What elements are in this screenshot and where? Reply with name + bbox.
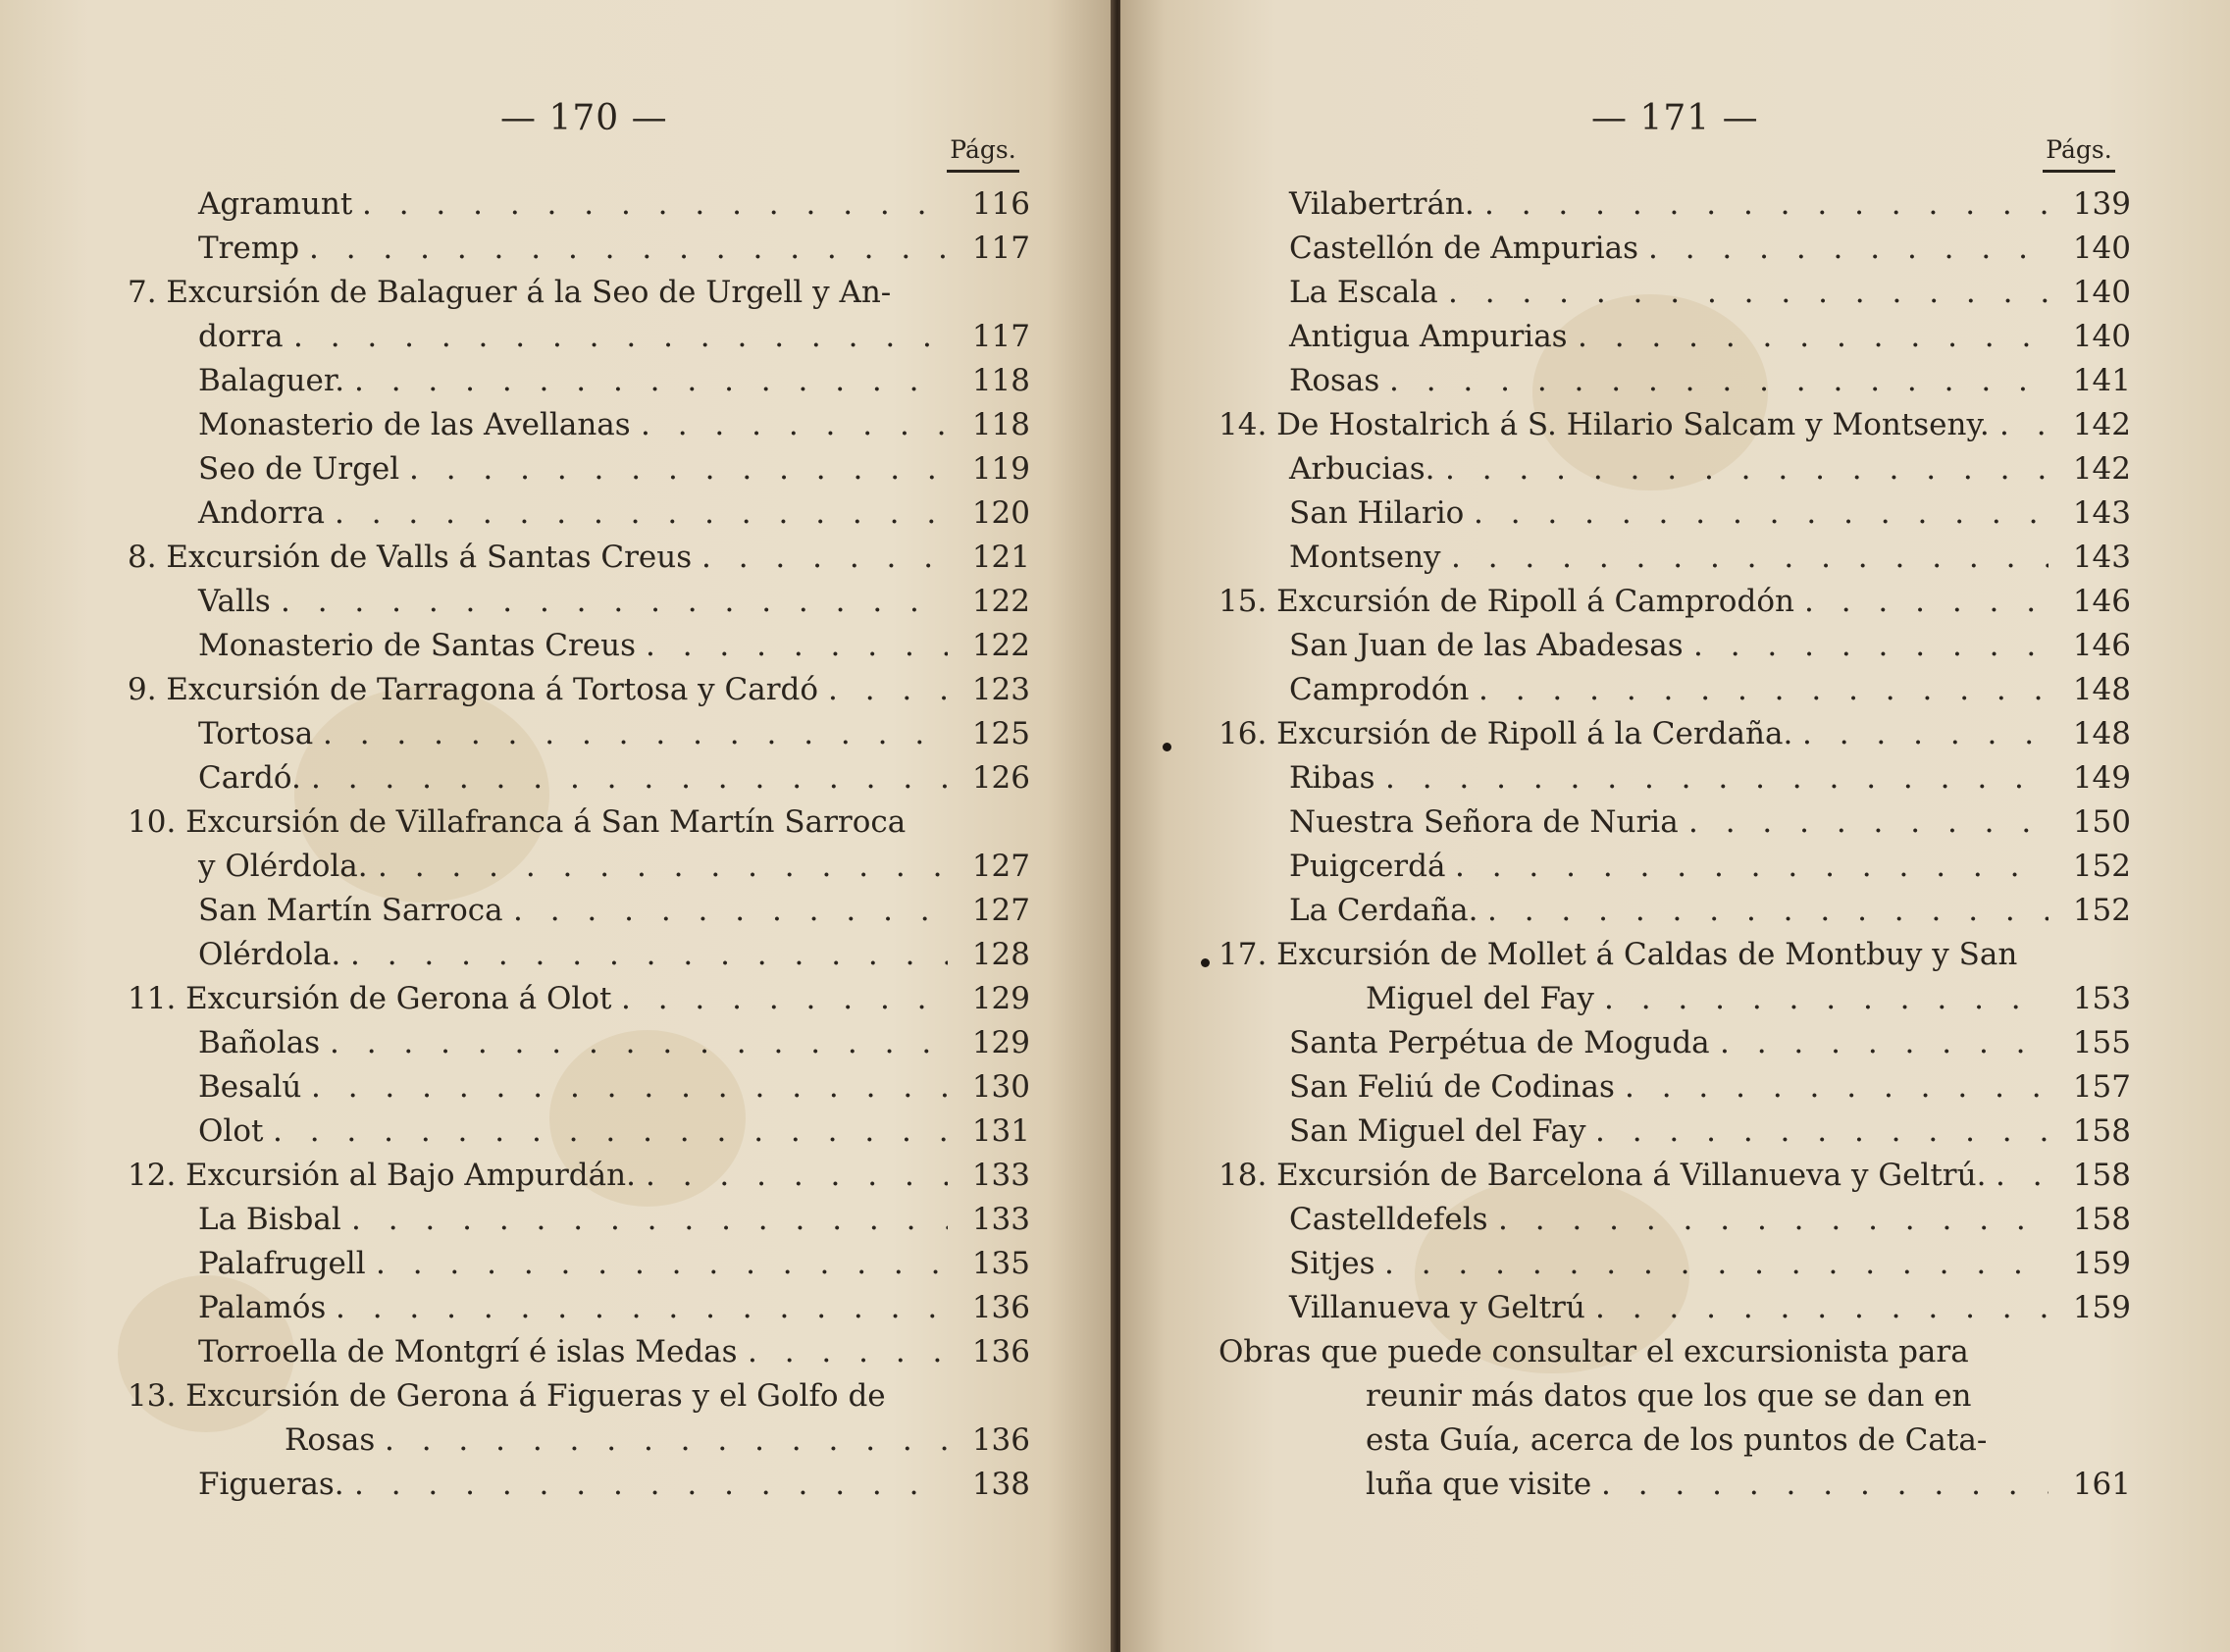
dot-leader (701, 536, 948, 580)
dot-leader (309, 227, 948, 271)
toc-entry (1219, 491, 2131, 536)
toc-entry-page: 131 (971, 1113, 1030, 1149)
toc-entry-page: 148 (2072, 716, 2131, 751)
dot-leader (646, 624, 948, 668)
toc-entry (128, 580, 1030, 624)
toc-entry (128, 1110, 1030, 1154)
dot-leader (376, 1242, 948, 1286)
dot-leader (311, 756, 948, 800)
toc-entry (128, 889, 1030, 933)
toc-entry (1219, 1154, 2131, 1198)
toc-entry-page: 139 (2072, 186, 2131, 222)
toc-entry (1219, 1021, 2131, 1065)
dot-leader (1384, 1242, 2048, 1286)
toc-entry (128, 1242, 1030, 1286)
toc-entry-page: 116 (971, 186, 1030, 222)
toc-entry-title: Arbucias. (1289, 451, 1435, 487)
dot-leader (354, 1463, 948, 1507)
dot-leader (281, 580, 948, 624)
toc-entry (128, 1065, 1030, 1110)
toc-entry-title: Olérdola. (198, 937, 341, 972)
toc-entry-title: Torroella de Montgrí é islas Medas (198, 1334, 738, 1369)
toc-entry-page: 155 (2072, 1025, 2131, 1060)
toc-entry-page: 140 (2072, 319, 2131, 354)
toc-entry-page: 142 (2072, 451, 2131, 487)
toc-entry (128, 315, 1030, 359)
toc-entry-page: 117 (971, 231, 1030, 266)
toc-entry-page: 152 (2072, 893, 2131, 928)
toc-entry-title: Andorra (198, 495, 325, 531)
dot-leader (1999, 403, 2048, 447)
toc-entry (1219, 359, 2131, 403)
toc-entry-title: Montseny (1289, 540, 1441, 575)
toc-entry-title: 17. Excursión de Mollet á Caldas de Montbuy y San (1219, 937, 2018, 972)
toc-entry-title: Figueras. (198, 1467, 344, 1502)
toc-entry-title: San Feliú de Codinas (1289, 1069, 1615, 1105)
toc-entry-page: 143 (2072, 540, 2131, 575)
toc-entry-page: 157 (2072, 1069, 2131, 1105)
dot-leader (1478, 668, 2048, 712)
right-page (1120, 0, 2230, 1652)
dot-leader (641, 403, 948, 447)
toc-entry-page: 159 (2072, 1290, 2131, 1325)
toc-entry (128, 227, 1030, 271)
dot-leader (1625, 1065, 2048, 1110)
toc-entry (1219, 536, 2131, 580)
toc-entry-page: 159 (2072, 1246, 2131, 1281)
toc-entry-title: San Juan de las Abadesas (1289, 628, 1684, 663)
dot-leader (1455, 845, 2048, 889)
toc-entry (128, 1021, 1030, 1065)
toc-entry (128, 1154, 1030, 1198)
pages-column-header: Págs. (947, 135, 1019, 173)
toc-entry-title: y Olérdola. (198, 849, 368, 884)
dot-leader (621, 977, 948, 1021)
toc-entry-title: 12. Excursión al Bajo Ampurdán. (128, 1158, 636, 1193)
dot-leader (513, 889, 948, 933)
toc-entry-page: 136 (971, 1422, 1030, 1458)
toc-entry-page: 141 (2072, 363, 2131, 398)
dot-leader (354, 359, 948, 403)
dot-leader (1604, 977, 2048, 1021)
dot-leader (646, 1154, 948, 1198)
toc-entry-title: La Escala (1289, 275, 1438, 310)
toc-entry-page: 130 (971, 1069, 1030, 1105)
toc-entry-title: Agramunt (198, 186, 353, 222)
toc-entry (128, 1198, 1030, 1242)
toc-entry-title: Obras que puede consultar el excursionista para (1219, 1334, 1969, 1369)
toc-entry-page: 136 (971, 1290, 1030, 1325)
toc-entry (1219, 624, 2131, 668)
toc-entry-title: Puigcerdá (1289, 849, 1446, 884)
toc-entry-page: 133 (971, 1202, 1030, 1237)
toc-entry (128, 1419, 1030, 1463)
toc-entry (1219, 1374, 2131, 1419)
toc-entry-title: San Hilario (1289, 495, 1465, 531)
toc-entry (128, 182, 1030, 227)
toc-entry-page: 127 (971, 893, 1030, 928)
dot-leader (351, 1198, 948, 1242)
toc-entry (1219, 1419, 2131, 1463)
dot-leader (1720, 1021, 2048, 1065)
dot-leader (273, 1110, 948, 1154)
dot-leader (336, 1286, 948, 1330)
dot-leader (748, 1330, 948, 1374)
toc-entry-page: 138 (971, 1467, 1030, 1502)
toc-entry (1219, 977, 2131, 1021)
toc-entry (128, 1374, 1030, 1419)
dot-leader (1688, 800, 2048, 845)
page-number: — 171 — (1591, 98, 1759, 138)
toc-entry-page: 161 (2072, 1467, 2131, 1502)
pages-column-header: Págs. (2043, 135, 2115, 173)
toc-entry (128, 491, 1030, 536)
toc-entry (128, 756, 1030, 800)
toc-entry-page: 122 (971, 628, 1030, 663)
toc-entry-title: Monasterio de las Avellanas (198, 407, 631, 442)
toc-entry-title: 7. Excursión de Balaguer á la Seo de Urgell y An- (128, 275, 892, 310)
toc-entry-page: 158 (2072, 1202, 2131, 1237)
toc-entry (1219, 403, 2131, 447)
dot-leader (293, 315, 948, 359)
toc-entry-title: 14. De Hostalrich á S. Hilario Salcam y Montseny. (1219, 407, 1990, 442)
toc-entry (1219, 1110, 2131, 1154)
dot-leader (1451, 536, 2048, 580)
toc-entry-title: 10. Excursión de Villafranca á San Martín Sarroca (128, 804, 907, 840)
toc-entry-page: 128 (971, 937, 1030, 972)
toc-entry-page: 148 (2072, 672, 2131, 707)
toc-entry (128, 447, 1030, 491)
toc-entry-page: 129 (971, 1025, 1030, 1060)
toc-entry (1219, 271, 2131, 315)
toc-entry-title: Sitjes (1289, 1246, 1375, 1281)
toc-entry-page: 126 (971, 760, 1030, 796)
toc-entry-title: 18. Excursión de Barcelona á Villanueva y Geltrú. (1219, 1158, 1987, 1193)
toc-entry (1219, 1330, 2131, 1374)
toc-entry-title: La Bisbal (198, 1202, 341, 1237)
toc-entry-page: 135 (971, 1246, 1030, 1281)
toc-entry-page: 136 (971, 1334, 1030, 1369)
toc-entry-title: Miguel del Fay (1366, 981, 1594, 1016)
toc-entry-title: 13. Excursión de Gerona á Figueras y el Golfo de (128, 1378, 886, 1414)
toc-entry (128, 977, 1030, 1021)
toc-entry-page: 158 (2072, 1113, 2131, 1149)
toc-entry (128, 668, 1030, 712)
toc-entry (128, 712, 1030, 756)
toc-entry (1219, 712, 2131, 756)
page-number: — 170 — (500, 98, 668, 138)
dot-leader (828, 668, 948, 712)
toc-entry-title: dorra (198, 319, 284, 354)
dot-leader (1389, 359, 2048, 403)
toc-entry (1219, 227, 2131, 271)
toc-entry-page: 118 (971, 407, 1030, 442)
toc-entry-page: 117 (971, 319, 1030, 354)
dot-leader (311, 1065, 948, 1110)
toc-entry-title: Camprodón (1289, 672, 1470, 707)
ink-speck (1163, 743, 1171, 751)
dot-leader (385, 1419, 948, 1463)
toc-entry-title: Vilabertrán. (1289, 186, 1475, 222)
toc-entry (128, 1463, 1030, 1507)
toc-entry (128, 800, 1030, 845)
toc-entry (1219, 447, 2131, 491)
toc-entry (1219, 845, 2131, 889)
toc-entry-title: Monasterio de Santas Creus (198, 628, 637, 663)
toc-entry (1219, 315, 2131, 359)
toc-entry-title: Ribas (1289, 760, 1375, 796)
dot-leader (323, 712, 948, 756)
dot-leader (350, 933, 948, 977)
toc-entry-title: Castelldefels (1289, 1202, 1488, 1237)
toc-entry (1219, 580, 2131, 624)
toc-entry-page: 122 (971, 584, 1030, 619)
dot-leader (1804, 580, 2048, 624)
toc-entry (1219, 933, 2131, 977)
toc-entry (1219, 1065, 2131, 1110)
toc-entry-page: 142 (2072, 407, 2131, 442)
dot-leader (1484, 182, 2048, 227)
toc-entry (128, 359, 1030, 403)
dot-leader (1385, 756, 2048, 800)
toc-entry-title: Antigua Ampurias (1289, 319, 1568, 354)
toc-entry-page: 120 (971, 495, 1030, 531)
toc-entry (1219, 182, 2131, 227)
toc-entry-page: 146 (2072, 584, 2131, 619)
toc-entry-title: 9. Excursión de Tarragona á Tortosa y Cardó (128, 672, 819, 707)
toc-entry (128, 403, 1030, 447)
dot-leader (1648, 227, 2048, 271)
toc-entry-title: Rosas (1289, 363, 1380, 398)
toc-entry-title: Besalú (198, 1069, 302, 1105)
toc-entry-title: Cardó. (198, 760, 301, 796)
toc-entry-page: 127 (971, 849, 1030, 884)
toc-entry (1219, 1198, 2131, 1242)
ink-speck (1201, 958, 1210, 967)
toc-entry-title: 8. Excursión de Valls á Santas Creus (128, 540, 693, 575)
toc-entry-page: 152 (2072, 849, 2131, 884)
toc-entry (128, 1286, 1030, 1330)
toc-entry (128, 1330, 1030, 1374)
dot-leader (1996, 1154, 2048, 1198)
toc-entry-page: 119 (971, 451, 1030, 487)
toc-entry-title: Seo de Urgel (198, 451, 400, 487)
toc-entry-page: 150 (2072, 804, 2131, 840)
toc-entry-page: 140 (2072, 231, 2131, 266)
dot-leader (378, 845, 948, 889)
toc-entry-title: La Cerdaña. (1289, 893, 1478, 928)
toc-entry-page: 133 (971, 1158, 1030, 1193)
dot-leader (1601, 1463, 2048, 1507)
dot-leader (1498, 1198, 2048, 1242)
dot-leader (1487, 889, 2048, 933)
toc-entry (1219, 756, 2131, 800)
toc-entry-title: Villanueva y Geltrú (1289, 1290, 1585, 1325)
dot-leader (1448, 271, 2048, 315)
toc-entry-page: 121 (971, 540, 1030, 575)
toc-entry-title: esta Guía, acerca de los puntos de Cata- (1366, 1422, 1988, 1458)
toc-entry-title: Bañolas (198, 1025, 321, 1060)
toc-entry-title: Tortosa (198, 716, 314, 751)
toc-entry-title: Castellón de Ampurias (1289, 231, 1638, 266)
toc-entry-title: San Martín Sarroca (198, 893, 503, 928)
dot-leader (1802, 712, 2048, 756)
toc-entry (1219, 1463, 2131, 1507)
toc-entry-title: luña que visite (1366, 1467, 1592, 1502)
toc-entry-page: 123 (971, 672, 1030, 707)
toc-entry-page: 143 (2072, 495, 2131, 531)
toc-entry (128, 845, 1030, 889)
table-of-contents (128, 182, 1030, 1507)
toc-entry-title: 16. Excursión de Ripoll á la Cerdaña. (1219, 716, 1793, 751)
toc-entry (128, 536, 1030, 580)
dot-leader (362, 182, 948, 227)
dot-leader (1474, 491, 2048, 536)
toc-entry-title: Balaguer. (198, 363, 345, 398)
toc-entry-page: 125 (971, 716, 1030, 751)
toc-entry-title: 11. Excursión de Gerona á Olot (128, 981, 612, 1016)
toc-entry-page: 149 (2072, 760, 2131, 796)
toc-entry (128, 624, 1030, 668)
toc-entry-title: Valls (198, 584, 271, 619)
toc-entry-page: 129 (971, 981, 1030, 1016)
toc-entry (128, 933, 1030, 977)
toc-entry-title: Nuestra Señora de Nuria (1289, 804, 1679, 840)
toc-entry-title: Santa Perpétua de Moguda (1289, 1025, 1710, 1060)
dot-leader (330, 1021, 948, 1065)
toc-entry-title: 15. Excursión de Ripoll á Camprodón (1219, 584, 1794, 619)
toc-entry-title: Rosas (285, 1422, 376, 1458)
toc-entry-title: Tremp (198, 231, 300, 266)
dot-leader (1578, 315, 2048, 359)
toc-entry (1219, 668, 2131, 712)
toc-entry-title: reunir más datos que los que se dan en (1366, 1378, 1972, 1414)
dot-leader (1595, 1110, 2048, 1154)
table-of-contents (1219, 182, 2131, 1507)
dot-leader (409, 447, 948, 491)
toc-entry (1219, 1242, 2131, 1286)
toc-entry-page: 153 (2072, 981, 2131, 1016)
toc-entry (1219, 1286, 2131, 1330)
toc-entry-page: 140 (2072, 275, 2131, 310)
dot-leader (1595, 1286, 2048, 1330)
toc-entry (1219, 889, 2131, 933)
toc-entry-title: Palafrugell (198, 1246, 366, 1281)
toc-entry-title: Olot (198, 1113, 264, 1149)
toc-entry-page: 118 (971, 363, 1030, 398)
toc-entry (128, 271, 1030, 315)
dot-leader (1445, 447, 2048, 491)
toc-entry-title: Palamós (198, 1290, 327, 1325)
toc-entry (1219, 800, 2131, 845)
dot-leader (335, 491, 948, 536)
toc-entry-page: 146 (2072, 628, 2131, 663)
dot-leader (1693, 624, 2048, 668)
toc-entry-title: San Miguel del Fay (1289, 1113, 1586, 1149)
toc-entry-page: 158 (2072, 1158, 2131, 1193)
